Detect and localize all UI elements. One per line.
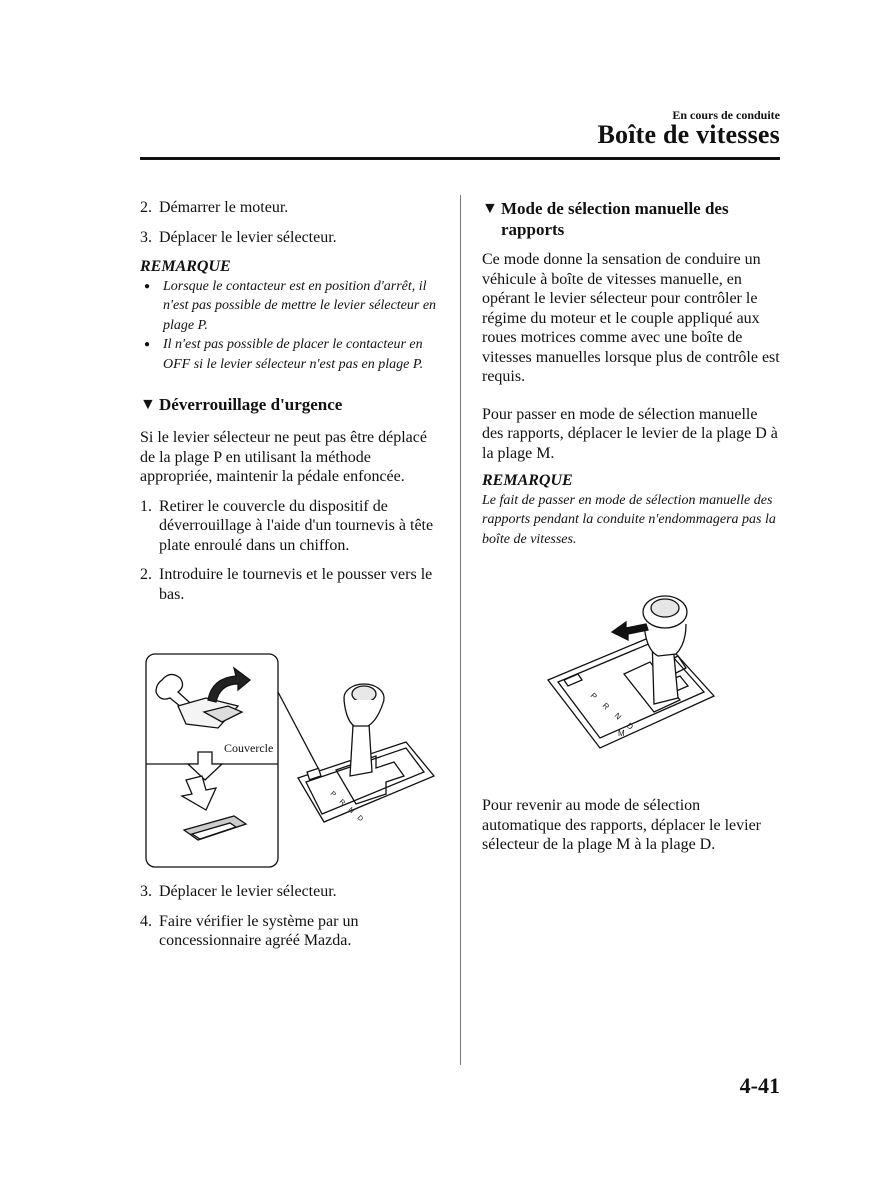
- step-item: [140, 228, 440, 248]
- right-column-bottom: [482, 796, 782, 855]
- paragraph: Pour passer en mode de sélection manuelle des rapports, déplacer le levier de la plage D à la plage M.: [482, 405, 778, 462]
- arrow-down-icon: [182, 776, 216, 810]
- step-number: 2.: [140, 566, 152, 583]
- shift-lock-release-figure: [140, 652, 440, 872]
- subheading-manual-mode: [482, 198, 782, 240]
- paragraph: Ce mode donne la sensation de conduire un véhicule à boîte de vitesses manuelle, en opérant le levier sélecteur pour contrôler le régime du moteur et le couple appliqué aux roues motrices comme avec une boîte de vitesses manuelles lorsque plus de contrôle est requis.: [482, 251, 780, 385]
- gear-label-d: D: [355, 814, 365, 823]
- note-text: Le fait de passer en mode de sélection manuelle des rapports pendant la conduite n'endommagera pas la boîte de vitesses.: [482, 492, 776, 547]
- step-item: [140, 198, 440, 218]
- page-title: Boîte de vitesses: [597, 120, 780, 149]
- step-item: [140, 565, 440, 604]
- step-text: Déplacer le levier sélecteur.: [159, 228, 337, 246]
- triangle-down-icon: ▼: [140, 396, 156, 413]
- step-item: [140, 912, 440, 951]
- note-list: [140, 277, 440, 375]
- shift-knob-top: [352, 686, 376, 702]
- left-column-bottom: [140, 882, 440, 961]
- gear-label-r: R: [337, 798, 347, 807]
- note-item: [140, 335, 440, 374]
- step-text: Déplacer le levier sélecteur.: [159, 883, 337, 900]
- gear-label-m: M: [618, 729, 625, 738]
- leader-line: [278, 692, 318, 768]
- note-item-text: Il n'est pas possible de placer le contacteur en OFF si le levier sélecteur n'est pas en plage P.: [163, 337, 424, 372]
- gear-label-p: P: [588, 691, 599, 702]
- step-item: [140, 882, 440, 902]
- arrow-left-icon: [612, 622, 648, 640]
- step-text: Faire vérifier le système par un concessionnaire agréé Mazda.: [159, 912, 359, 949]
- bullet-icon: ●: [144, 339, 151, 350]
- step-text: Introduire le tournevis et le pousser vers le bas.: [159, 566, 433, 603]
- step-number: 3.: [140, 228, 152, 246]
- gear-label-r: R: [600, 701, 612, 712]
- gear-label-d: D: [624, 721, 636, 732]
- note-heading: REMARQUE: [140, 258, 231, 275]
- figure-label-couvercle: Couvercle: [224, 741, 274, 755]
- note-item-text: Lorsque le contacteur est en position d'arrêt, il n'est pas possible de mettre le levier sélecteur en plage P.: [163, 278, 437, 333]
- subheading-text: Mode de sélection manuelle des rapports: [501, 199, 729, 239]
- gear-label-n: N: [612, 711, 624, 722]
- triangle-down-icon: ▼: [482, 200, 498, 217]
- step-number: 1.: [140, 497, 152, 515]
- step-number: 2.: [140, 199, 152, 216]
- subheading-text: Déverrouillage d'urgence: [159, 395, 343, 414]
- gear-label-n: N: [346, 806, 356, 815]
- arrow-down-icon: [188, 752, 222, 780]
- step-number: 3.: [140, 883, 152, 900]
- bullet-icon: ●: [144, 280, 151, 292]
- step-item: [140, 497, 440, 556]
- note-item: [140, 277, 440, 336]
- subheading-emergency: [140, 394, 440, 415]
- right-column: [482, 198, 782, 549]
- paragraph: Si le levier sélecteur ne peut pas être déplacé de la plage P en utilisant la méthode appropriée, maintenir la pédale enfoncée.: [140, 429, 427, 485]
- note-heading: REMARQUE: [482, 472, 573, 489]
- header-rule: [140, 157, 780, 160]
- section-kicker: En cours de conduite: [672, 108, 780, 122]
- gear-label-p: P: [328, 790, 337, 799]
- step-number: 4.: [140, 912, 152, 930]
- manual-shift-figure: [540, 588, 720, 758]
- shift-knob-top: [651, 599, 679, 617]
- page-number: 4-41: [739, 1073, 780, 1098]
- shift-knob-body: [344, 700, 384, 726]
- column-divider: [460, 195, 461, 1065]
- step-text: Démarrer le moteur.: [159, 199, 289, 216]
- curved-arrow-icon: [208, 668, 250, 702]
- left-column: [140, 198, 440, 614]
- paragraph: Pour revenir au mode de sélection automatique des rapports, déplacer le levier sélecteur de la plage M à la plage D.: [482, 797, 761, 853]
- step-text: Retirer le couvercle du dispositif de déverrouillage à l'aide d'un tournevis à tête plate enroulé dans un chiffon.: [159, 497, 434, 554]
